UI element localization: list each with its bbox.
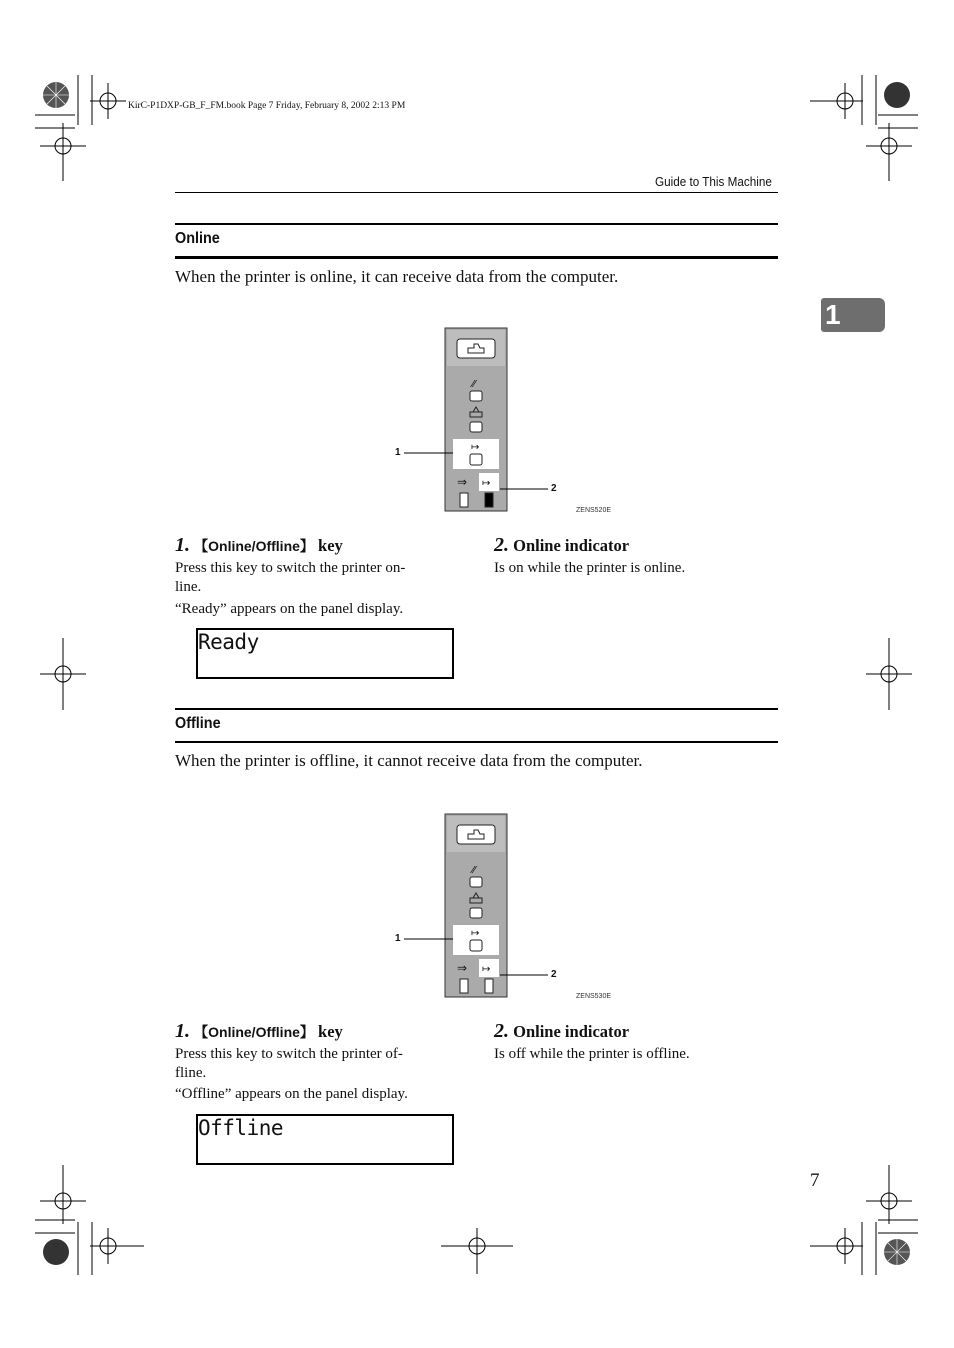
offline-item1-num: 1.	[175, 1020, 190, 1042]
svg-text:↦: ↦	[482, 964, 491, 975]
svg-text:⁄⁄: ⁄⁄	[472, 865, 476, 876]
online-item1-key: 【Online/Offline】	[194, 538, 314, 554]
running-head: Guide to This Machine	[655, 174, 772, 189]
online-item2-title: Online indicator	[513, 536, 630, 555]
online-item1-line1: Press this key to switch the printer on-	[175, 560, 406, 576]
offline-bottom-rule	[175, 741, 778, 743]
svg-text:⁄⁄: ⁄⁄	[472, 379, 476, 390]
offline-lcd-text: Offline	[198, 1116, 284, 1140]
online-bottom-rule	[175, 256, 778, 259]
offline-item1-line2: fline.	[175, 1065, 207, 1081]
offline-item2-text: Is off while the printer is offline.	[494, 1046, 690, 1062]
svg-text:↦: ↦	[471, 442, 480, 453]
offline-callout-1: 1	[395, 933, 401, 944]
offline-intro: When the printer is offline, it cannot receive data from the computer.	[175, 751, 643, 770]
online-item2-num: 2.	[494, 534, 509, 556]
offline-panel-figure	[390, 811, 630, 1011]
offline-item1-suffix: key	[318, 1022, 343, 1041]
offline-item1-line1: Press this key to switch the printer of-	[175, 1046, 403, 1062]
svg-text:↦: ↦	[471, 928, 480, 939]
online-item1-num: 1.	[175, 534, 190, 556]
online-top-rule	[175, 223, 778, 225]
online-item1-line2: line.	[175, 579, 202, 595]
offline-item1-key: 【Online/Offline】	[194, 1024, 314, 1040]
online-item1-suffix: key	[318, 536, 343, 555]
chapter-tab: 1	[821, 298, 885, 332]
header-rule	[175, 192, 778, 193]
online-item2-text: Is on while the printer is online.	[494, 560, 686, 576]
online-lcd-text: Ready	[198, 630, 259, 654]
online-item2-heading	[494, 534, 629, 557]
svg-text:↦: ↦	[482, 478, 491, 489]
offline-item1-line3: “Offline” appears on the panel display.	[175, 1086, 408, 1102]
online-panel-figure	[390, 325, 630, 525]
offline-item2-title: Online indicator	[513, 1022, 630, 1041]
offline-figure-code: ZENS530E	[576, 993, 612, 1000]
offline-lcd-display	[196, 1114, 454, 1165]
svg-text:⇒: ⇒	[457, 961, 468, 975]
file-info: KirC-P1DXP-GB_F_FM.book Page 7 Friday, February 8, 2002 2:13 PM	[128, 101, 406, 111]
offline-item2-heading	[494, 1020, 629, 1043]
online-lcd-display	[196, 628, 454, 679]
offline-top-rule	[175, 708, 778, 710]
offline-title: Offline	[175, 715, 221, 732]
svg-text:⇒: ⇒	[457, 475, 468, 489]
online-intro: When the printer is online, it can receive data from the computer.	[175, 267, 619, 286]
online-item1-line3: “Ready” appears on the panel display.	[175, 601, 404, 617]
offline-callout-2: 2	[551, 969, 557, 980]
online-callout-2: 2	[551, 483, 557, 494]
online-item1-heading	[175, 534, 343, 557]
online-callout-1: 1	[395, 447, 401, 458]
offline-item2-num: 2.	[494, 1020, 509, 1042]
online-figure-code: ZENS520E	[576, 507, 612, 514]
offline-item1-heading	[175, 1020, 343, 1043]
online-title: Online	[175, 230, 220, 247]
page-number: 7	[810, 1170, 820, 1191]
